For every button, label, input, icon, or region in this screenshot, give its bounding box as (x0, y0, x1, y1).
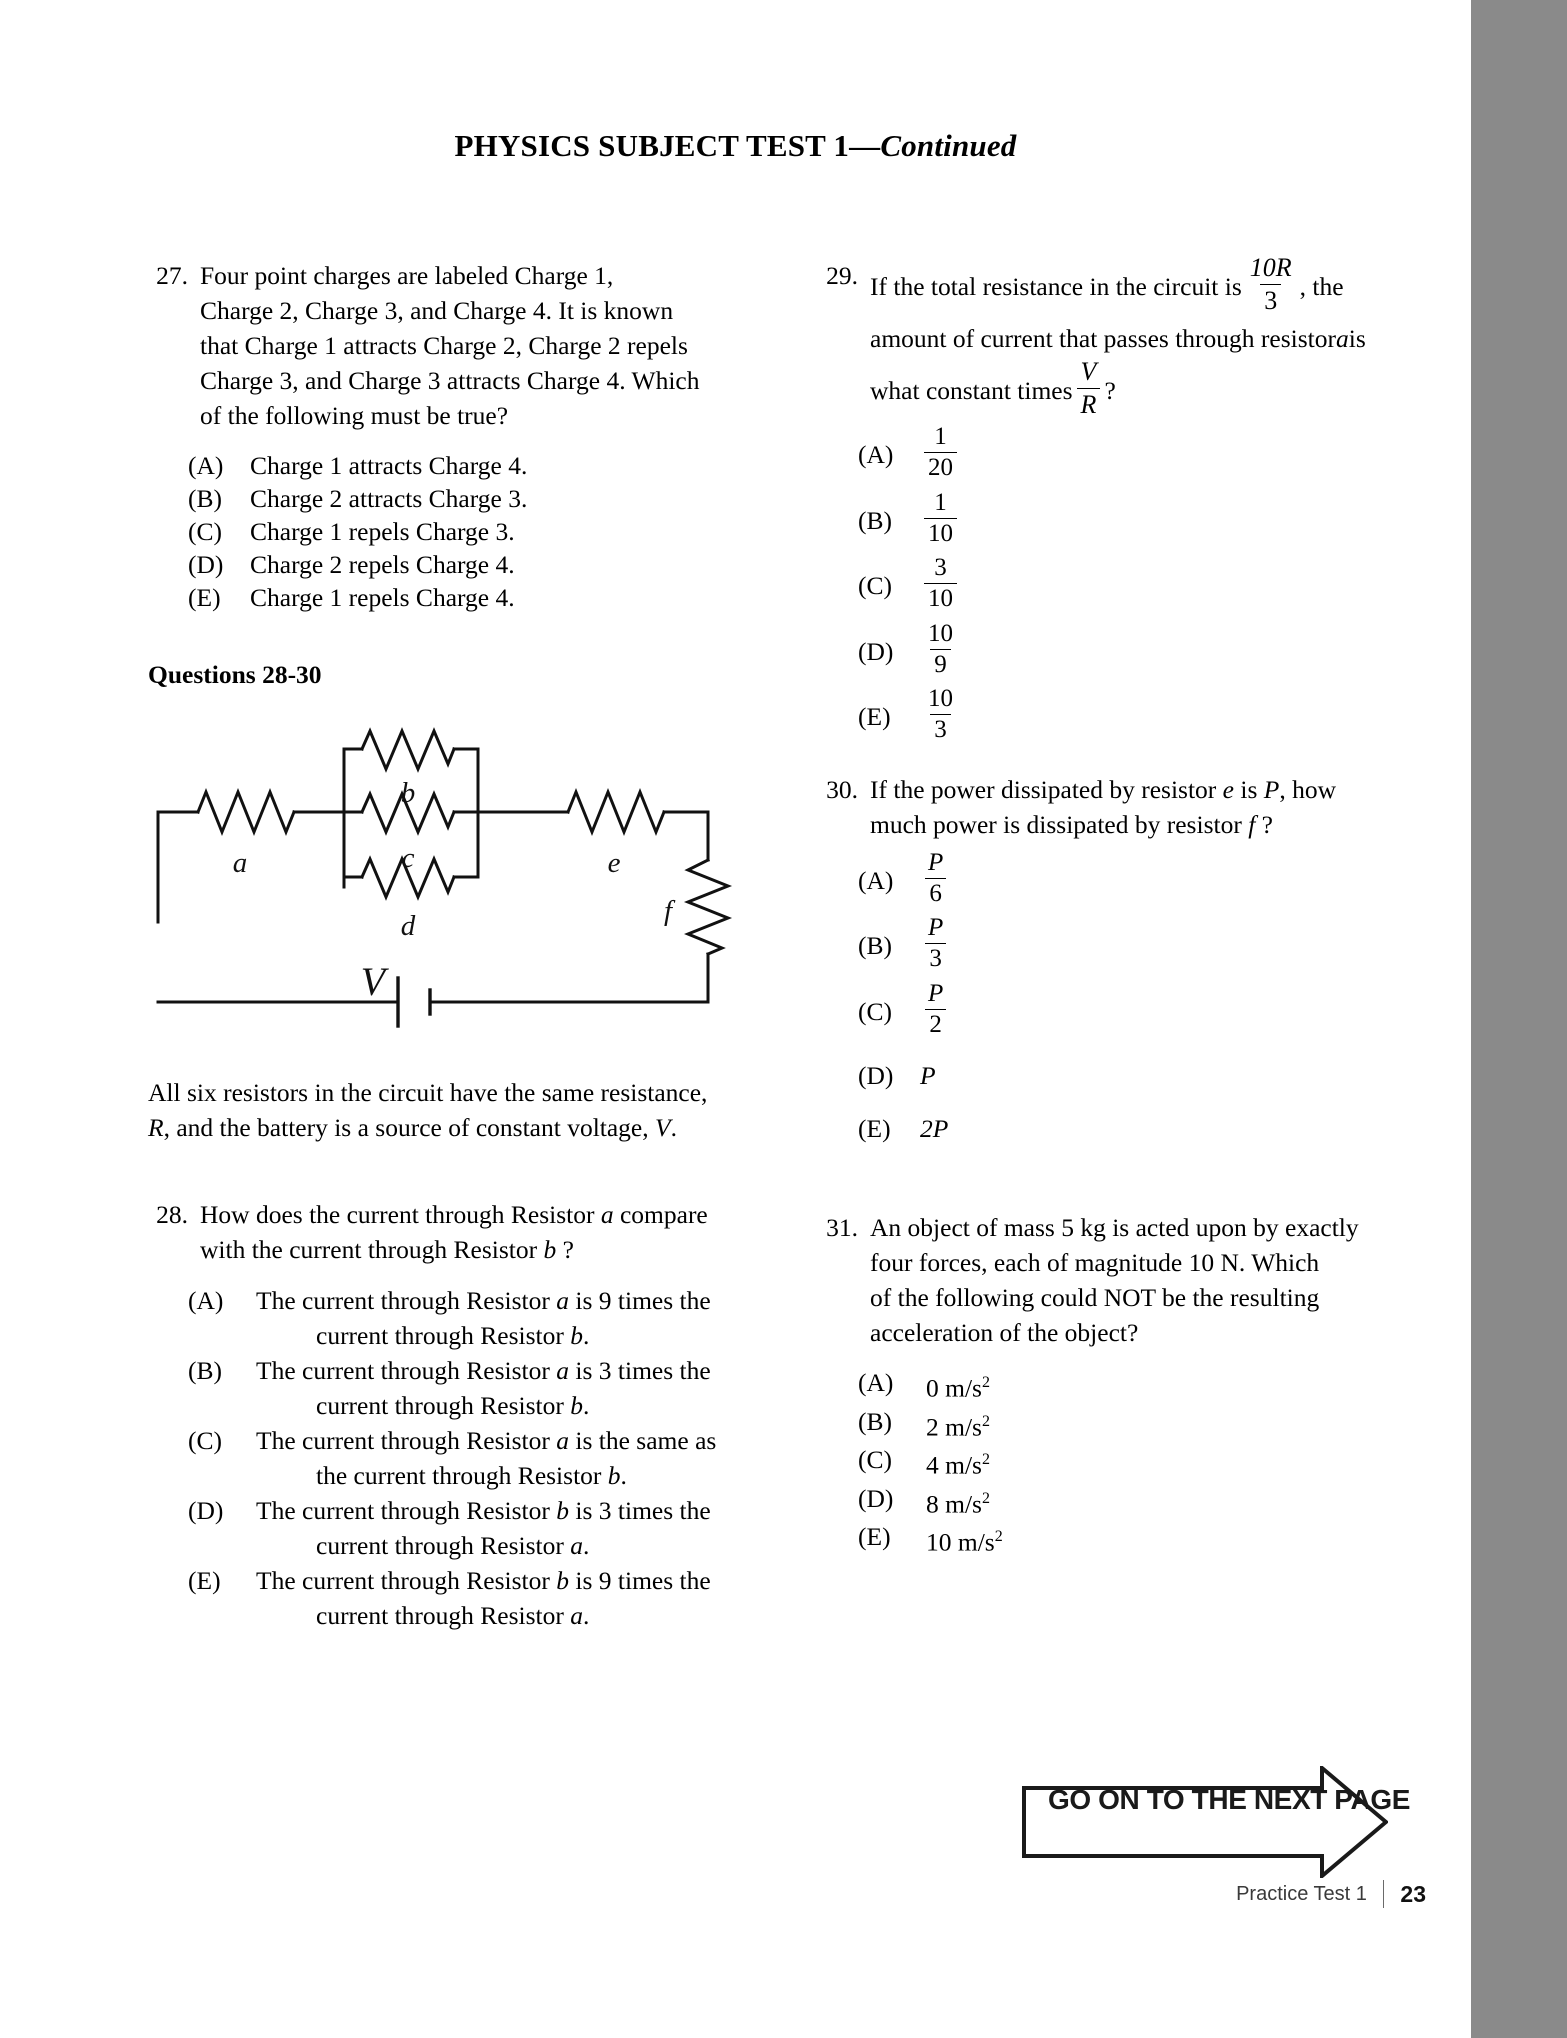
question-31-stem-line-2: four forces, each of magnitude 10 N. Which (870, 1248, 1320, 1277)
t: The current through Resistor (256, 1356, 557, 1385)
question-27 (148, 258, 788, 614)
answer-choice-text: Charge 2 repels Charge 4. (250, 550, 515, 579)
answer-choice[interactable] (858, 979, 1438, 1041)
answer-choice[interactable] (858, 685, 1438, 746)
question-29-choices (858, 423, 1438, 746)
passage-symbol-R: R (148, 1113, 164, 1142)
t: is 9 times the (569, 1286, 711, 1315)
t: The current through Resistor (256, 1286, 557, 1315)
question-28-stem-line-2 (200, 1232, 788, 1267)
fraction-denominator: 6 (925, 878, 946, 907)
sym: a (556, 1426, 570, 1455)
answer-choice-fraction (924, 981, 947, 1039)
answer-choice-line-2 (256, 1458, 788, 1493)
page-title (0, 128, 1471, 164)
answer-choice[interactable] (188, 548, 788, 581)
answer-choice-label: (A) (858, 440, 894, 470)
fraction-denominator: 3 (1260, 284, 1281, 314)
fraction-numerator: P (928, 848, 944, 876)
t: 2 m/s (926, 1412, 982, 1441)
fraction-numerator: 1 (934, 423, 947, 450)
question-28-stem-line-1 (200, 1197, 788, 1232)
answer-choice[interactable] (188, 1283, 788, 1353)
answer-choice-text: P (920, 1061, 936, 1090)
answer-choice-label: (C) (188, 517, 222, 546)
answer-choice-text (926, 1520, 1438, 1559)
question-27-stem-line-4: Charge 3, and Charge 3 attracts Charge 4. Which (200, 366, 700, 395)
answer-choice[interactable] (858, 488, 1438, 550)
page-title-continued: Continued (880, 128, 1017, 163)
fraction-numerator: 10R (1249, 253, 1292, 283)
exponent: 2 (981, 1489, 990, 1507)
answer-choice-label: (B) (858, 505, 892, 535)
answer-choice-label: (A) (188, 1286, 224, 1315)
answer-choice[interactable] (858, 619, 1438, 681)
answer-choice-label: (C) (858, 571, 892, 601)
answer-choice-label: (C) (858, 996, 892, 1026)
answer-choice[interactable] (858, 1058, 1438, 1093)
answer-choice-line-1 (256, 1563, 788, 1598)
question-30-number: 30. (826, 774, 858, 804)
answer-choice[interactable] (188, 482, 788, 515)
questions-group-heading: Questions 28-30 (148, 660, 322, 689)
q28-l2i: b (543, 1235, 557, 1264)
answer-choice[interactable] (188, 515, 788, 548)
fraction-numerator: 1 (934, 488, 947, 516)
circuit-label-d: d (400, 910, 416, 942)
t: The current through Resistor (256, 1496, 557, 1525)
answer-choice[interactable] (858, 1520, 1438, 1559)
answer-choice-fraction (924, 686, 957, 744)
t: the current through Resistor (316, 1461, 608, 1490)
sym: a (570, 1601, 583, 1630)
answer-choice-label: (A) (858, 1368, 894, 1397)
answer-choice-label: (B) (188, 1356, 222, 1385)
question-31-stem-line-1: An object of mass 5 kg is acted upon by exactly (870, 1213, 1359, 1242)
answer-choice-fraction (924, 621, 957, 679)
fraction-numerator: 10 (928, 685, 953, 712)
answer-choice-label: (E) (858, 1522, 891, 1551)
t: . (583, 1601, 590, 1630)
q29-l2b: is (1348, 323, 1366, 353)
t: If the power dissipated by resistor (870, 774, 1223, 804)
t: The current through Resistor (256, 1426, 557, 1455)
answer-choice-label: (E) (188, 583, 221, 612)
fraction-denominator: 3 (930, 714, 951, 743)
resistor-b-zigzag (362, 731, 454, 769)
answer-choice-line-1 (256, 1353, 788, 1388)
q29-l3a: what constant times (870, 375, 1073, 405)
q28-l1b: compare (613, 1200, 708, 1229)
answer-choice-line-2 (256, 1318, 788, 1353)
answer-choice-text: Charge 1 repels Charge 3. (250, 517, 515, 546)
sym: b (570, 1321, 583, 1350)
t: 8 m/s (926, 1489, 982, 1518)
question-28-number: 28. (156, 1200, 188, 1229)
footer-divider (1383, 1880, 1385, 1908)
t: 0 m/s (926, 1373, 982, 1403)
t: current through Resistor (316, 1601, 571, 1630)
exponent: 2 (981, 1451, 990, 1468)
fraction-denominator: 10 (924, 583, 957, 612)
go-on-next-page-banner (1022, 1766, 1410, 1844)
sym: b (570, 1391, 583, 1420)
question-31-choices (858, 1366, 1438, 1559)
fraction-denominator: R (1077, 388, 1101, 418)
answer-choice-text (926, 1366, 1438, 1405)
q28-l1i: a (600, 1200, 614, 1229)
fraction-v-over-r (1077, 358, 1101, 418)
sym: b (556, 1496, 570, 1525)
answer-choice[interactable] (858, 1405, 1438, 1444)
question-30-choices (858, 848, 1438, 1147)
t: , how (1279, 774, 1337, 804)
question-30-stem-line-1 (870, 772, 1438, 807)
answer-choice[interactable] (188, 581, 788, 614)
answer-choice-label: (B) (188, 484, 222, 513)
answer-choice-label: (B) (858, 1406, 892, 1436)
fraction-total-resistance (1246, 254, 1296, 314)
question-31 (818, 1210, 1438, 1559)
question-30 (818, 772, 1438, 1147)
passage-line2-end: . (670, 1113, 677, 1142)
question-31-number: 31. (826, 1213, 858, 1242)
question-29-stem (870, 253, 1438, 419)
t: 10 m/s (926, 1527, 995, 1557)
answer-choice-fraction (924, 915, 947, 973)
answer-choice-label: (E) (858, 1114, 891, 1143)
sym: a (556, 1356, 570, 1385)
answer-choice-fraction (924, 490, 957, 548)
question-28-stem (200, 1197, 788, 1267)
answer-choice-label: (D) (858, 636, 894, 666)
circuit-label-e: e (607, 847, 621, 879)
fraction-denominator: 9 (930, 649, 951, 678)
q28-l1a: How does the current through Resistor (200, 1200, 601, 1229)
circuit-label-f: f (663, 895, 673, 927)
answer-choice-text (256, 1493, 788, 1563)
fraction-denominator: 3 (925, 943, 946, 972)
question-29 (818, 253, 1438, 746)
circuit-passage-note (148, 1075, 788, 1145)
answer-choice[interactable] (858, 423, 1438, 484)
answer-choice-fraction (924, 424, 957, 482)
t: is 3 times the (569, 1356, 711, 1385)
answer-choice[interactable] (858, 848, 1438, 910)
t: ? (1255, 809, 1273, 839)
answer-choice-label: (E) (858, 702, 891, 732)
question-31-stem-line-3: of the following could NOT be the resulting (870, 1283, 1320, 1312)
answer-choice[interactable] (188, 449, 788, 482)
t: . (583, 1531, 590, 1560)
circuit-passage-line-2 (148, 1110, 788, 1145)
answer-choice-label: (D) (858, 1061, 894, 1090)
answer-choice-line-2 (256, 1598, 788, 1633)
answer-choice-fraction (924, 555, 957, 613)
fraction-denominator: 2 (925, 1009, 946, 1038)
right-column (818, 253, 1438, 1585)
t: is 9 times the (569, 1566, 711, 1595)
question-28 (148, 1197, 788, 1633)
answer-choice-line-1 (256, 1423, 788, 1458)
answer-choice-line-1 (256, 1283, 788, 1318)
q29-l1a: If the total resistance in the circuit is (870, 271, 1242, 301)
question-27-number: 27. (156, 261, 188, 290)
answer-choice-label: (A) (858, 865, 894, 895)
answer-choice-text (256, 1563, 788, 1633)
t: much power is dissipated by resistor (870, 809, 1249, 839)
sym: a (556, 1286, 570, 1315)
resistor-e-zigzag (568, 792, 664, 832)
page-edge-bar (1471, 0, 1567, 2038)
question-31-stem-line-4: acceleration of the object? (870, 1318, 1139, 1347)
circuit-label-b: b (400, 777, 416, 809)
footer-test-name: Practice Test 1 (1236, 1882, 1367, 1905)
sym: b (556, 1566, 570, 1595)
answer-choice-label: (C) (858, 1445, 892, 1474)
fraction-denominator: 10 (924, 518, 957, 547)
answer-choice-text (256, 1283, 788, 1353)
page-title-dash: — (849, 128, 881, 163)
answer-choice-text (926, 1482, 1438, 1521)
circuit-diagram-svg (148, 712, 788, 1052)
answer-choice-text (926, 1405, 1438, 1444)
page-footer (1166, 1880, 1426, 1908)
t: current through Resistor (316, 1321, 571, 1350)
question-29-stem-line-2 (870, 314, 1438, 362)
q29-l2a: amount of current that passes through resistor (870, 323, 1336, 353)
fraction-numerator: 3 (934, 554, 947, 581)
question-27-stem (200, 258, 788, 433)
fraction-numerator: 10 (928, 619, 953, 647)
circuit-label-battery-voltage: V (360, 959, 385, 1004)
passage-line2-mid: , and the battery is a source of constant voltage, (163, 1113, 656, 1142)
answer-choice-label: (D) (188, 1496, 224, 1525)
question-29-stem-line-1 (870, 253, 1438, 315)
fraction-denominator: 20 (924, 452, 957, 481)
question-27-stem-line-3: that Charge 1 attracts Charge 2, Charge 2 repels (200, 331, 688, 360)
page-title-main: PHYSICS SUBJECT TEST 1 (454, 128, 850, 163)
answer-choice[interactable] (858, 1111, 1438, 1146)
fraction-numerator: P (928, 914, 944, 941)
t: The current through Resistor (256, 1566, 557, 1595)
answer-choice-text: 2P (920, 1114, 949, 1143)
t: 4 m/s (926, 1450, 982, 1480)
footer-page-number: 23 (1400, 1880, 1426, 1907)
answer-choice[interactable] (858, 1482, 1438, 1521)
answer-choice-line-2 (256, 1528, 788, 1563)
answer-choice-label: (B) (858, 931, 892, 961)
go-on-next-page-label: GO ON TO THE NEXT PAGE (1048, 1784, 1410, 1815)
go-on-arrow-icon (1022, 1766, 1388, 1878)
question-29-number: 29. (826, 261, 858, 290)
answer-choice-label: (D) (858, 1483, 894, 1513)
question-27-choices (188, 449, 788, 614)
answer-choice-label: (A) (188, 451, 224, 480)
answer-choice[interactable] (858, 914, 1438, 975)
t: . (583, 1391, 590, 1420)
question-27-stem-line-5: of the following must be true? (200, 401, 509, 430)
q29-l3b: ? (1104, 375, 1116, 405)
answer-choice-label: (E) (188, 1566, 221, 1595)
question-30-stem-line-2 (870, 807, 1438, 842)
exponent: 2 (994, 1528, 1003, 1545)
t: current through Resistor (316, 1531, 571, 1560)
answer-choice[interactable] (188, 1353, 788, 1423)
answer-choice[interactable] (188, 1423, 788, 1493)
answer-choice-text: Charge 1 attracts Charge 4. (250, 451, 528, 480)
t: is 3 times the (569, 1496, 711, 1525)
question-27-stem-line-2: Charge 2, Charge 3, and Charge 4. It is known (200, 296, 674, 325)
answer-choice-text (256, 1423, 788, 1493)
exponent: 2 (981, 1412, 990, 1430)
question-30-stem (870, 772, 1438, 842)
sym: a (570, 1531, 583, 1560)
answer-choice[interactable] (858, 554, 1438, 615)
q29-l2i: a (1335, 323, 1349, 353)
answer-choice-label: (D) (188, 550, 224, 579)
passage-symbol-V: V (655, 1113, 671, 1142)
answer-choice[interactable] (858, 1366, 1438, 1405)
question-29-stem-line-3 (870, 357, 1438, 419)
question-28-choices (188, 1283, 788, 1633)
answer-choice[interactable] (188, 1493, 788, 1563)
t: . (583, 1321, 590, 1350)
sym-P: P (1263, 774, 1280, 804)
q29-l1b: , the (1299, 271, 1344, 301)
left-column (148, 258, 788, 1659)
circuit-label-a: a (232, 847, 248, 879)
sym: f (1248, 809, 1256, 839)
answer-choice-line-2 (256, 1388, 788, 1423)
answer-choice-text: Charge 1 repels Charge 4. (250, 583, 515, 612)
answer-choice[interactable] (188, 1563, 788, 1633)
question-27-stem-line-1: Four point charges are labeled Charge 1, (200, 261, 614, 290)
answer-choice-text (926, 1443, 1438, 1482)
sym: e (1222, 774, 1234, 804)
resistor-a-zigzag (198, 792, 294, 832)
t: is (1234, 774, 1264, 804)
t: current through Resistor (316, 1391, 571, 1420)
q28-l2a: with the current through Resistor (200, 1235, 544, 1264)
circuit-diagram (148, 712, 788, 1057)
fraction-numerator: P (928, 979, 944, 1007)
answer-choice-text (256, 1353, 788, 1423)
answer-choice-fraction (924, 850, 947, 908)
answer-choice-text: Charge 2 attracts Charge 3. (250, 484, 528, 513)
question-31-stem (870, 1210, 1438, 1350)
q28-l2b: ? (556, 1235, 574, 1264)
t: . (620, 1461, 627, 1490)
answer-choice-label: (C) (188, 1426, 222, 1455)
answer-choice[interactable] (858, 1443, 1438, 1482)
resistor-f-zigzag (688, 860, 728, 954)
sym: b (607, 1461, 621, 1490)
exponent: 2 (981, 1374, 990, 1391)
circuit-label-c: c (401, 842, 415, 874)
circuit-passage-line-1: All six resistors in the circuit have the same resistance, (148, 1078, 708, 1107)
fraction-numerator: V (1080, 357, 1097, 387)
answer-choice-line-1 (256, 1493, 788, 1528)
t: is the same as (569, 1426, 717, 1455)
